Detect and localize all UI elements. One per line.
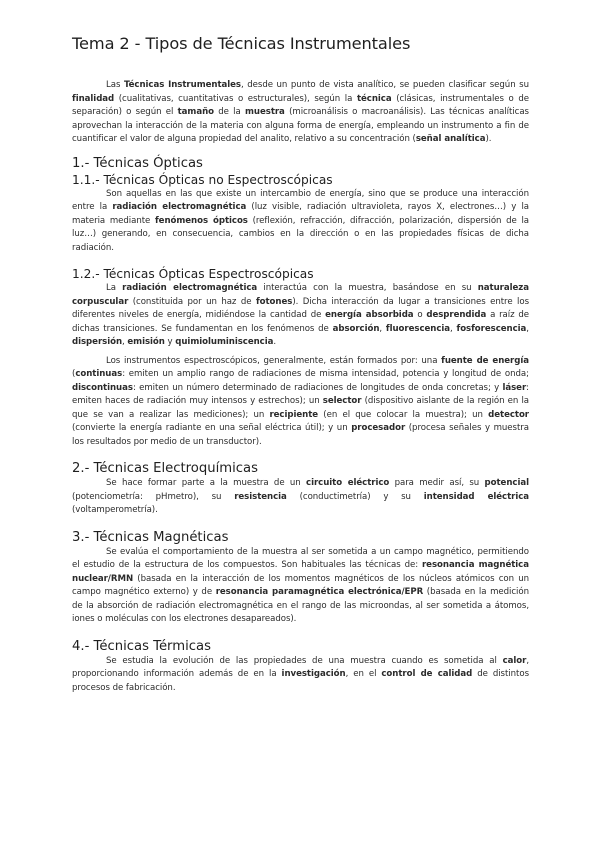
subsection-1-1-paragraph: Son aquellas en las que existe un intercambio de energía, sino que se produce una interacción entre la radiación electromagnética (luz visible, radiación ultravioleta, rayos X, electrones…) y la materia mediante fenómenos ópticos (reflexión, refracción, difracción, polarización, dispersión de la luz…) generando, en consecuencia, cambios en la dirección o en las propiedades físicas de dicha radiación. [72, 188, 530, 253]
bold-term: Técnicas Instrumentales [123, 80, 241, 90]
section-3-heading: 3.- Técnicas Magnéticas [72, 529, 229, 545]
bold-term: control de calidad [381, 669, 473, 679]
bold-term: señal analítica [415, 134, 486, 144]
subsection-1-2-paragraph-1: La radiación electromagnética interactúa con la muestra, basándose en su naturaleza corpuscular (constituida por un haz de fotones). Dicha interacción da lugar a transiciones entre los diferentes niveles de energía, midiéndose la cantidad de energía absorbida o desprendida a raíz de dichas transiciones. Se fundamentan en los fenómenos de absorción, fluorescencia, fosforescencia, dispersión, emisión y quimioluminiscencia. [72, 283, 529, 347]
bold-term: tamaño [177, 107, 214, 117]
bold-term: calor [502, 655, 527, 666]
section-3-paragraph: Se evalúa el comportamiento de la muestra al ser sometida a un campo magnético, permitiendo el estudio de la estructura de los compuestos. Son habituales las técnicas de: resonancia magnética nuclear/RMN (basada en la interacción de los momentos magnéticos de los núcleos atómicos con un campo magnético externo) y de resonancia paramagnética electrónica/EPR (basada en la medición de la absorción de radiación electromagnética en el rango de las microondas, al ser sometida a átomos, iones o moléculas con los electrones desapareados). [72, 546, 529, 624]
section-2-heading: 2.- Técnicas Electroquímicas [72, 461, 258, 476]
section-1-heading: 1.- Técnicas Ópticas [72, 155, 203, 171]
bold-term: energía absorbida [325, 310, 414, 320]
bold-term: técnica [356, 93, 392, 104]
bold-term: resonancia paramagnética electrónica/EPR [215, 587, 424, 597]
bold-term: investigación [281, 669, 346, 679]
bold-term: resistencia [234, 491, 287, 502]
bold-term: procesador [351, 423, 406, 433]
bold-term: absorción [332, 323, 380, 334]
bold-term: fluorescencia [385, 323, 451, 334]
section-2-paragraph: Se hace formar parte a la muestra de un circuito eléctrico para medir así, su potencial (potenciometría: pHmetro), su resistencia (conductimetría) y su intensidad eléctrica (voltamperometría). [72, 478, 530, 515]
bold-term: discontinuas [72, 382, 133, 393]
bold-term: muestra [245, 107, 285, 117]
bold-term: naturaleza corpuscular [72, 283, 529, 307]
bold-term: circuito eléctrico [306, 478, 390, 488]
subsection-1-1-heading: 1.1.- Técnicas Ópticas no Espectroscópicas [72, 172, 333, 187]
bold-term: radiación electromagnética [112, 202, 247, 212]
subsection-1-2-heading: 1.2.- Técnicas Ópticas Espectroscópicas [72, 267, 314, 281]
bold-term: láser [502, 382, 527, 393]
bold-term: continuas [75, 369, 123, 379]
subsection-1-2-paragraph-2: Los instrumentos espectroscópicos, generalmente, están formados por: una fuente de energía (continuas: emiten un amplio rango de radiaciones de misma intensidad, potencia y longitud de onda; discontinuas: emiten un número determinado de radiaciones de longitudes de onda concretas; y láser: emiten haces de radiación muy intensos y estrechos); un selector (dispositivo aislante de la región en la que se van a realizar las mediciones); un recipiente (en el que colocar la muestra); un detector (convierte la energía radiante en una señal eléctrica útil); y un procesador (procesa señales y muestra los resultados por medio de un transductor). [72, 355, 530, 447]
bold-term: desprendida [426, 310, 487, 320]
bold-term: resonancia magnética nuclear/RMN [72, 560, 529, 584]
section-4-paragraph: Se estudia la evolución de las propiedades de una muestra cuando es sometida al calor, proporcionando información además de en la investigación, en el control de calidad de distintos procesos de fabricación. [72, 655, 529, 693]
section-4-heading: 4.- Técnicas Térmicas [72, 638, 211, 654]
bold-term: finalidad [72, 93, 115, 104]
intro-paragraph: Las Técnicas Instrumentales, desde un punto de vista analítico, se pueden clasificar según su finalidad (cualitativas, cuantitativas o estructurales), según la técnica (clásicas, instrumentales o de separación) o según el tamaño de la muestra (microanálisis o macroanálisis). Las técnicas analíticas aprovechan la interacción de la materia con alguna forma de energía, empleando un instrumento a fin de cuantificar el valor de alguna propiedad del analito, relativo a su concentración (señal analítica). [72, 80, 529, 144]
bold-term: fotones [255, 296, 293, 307]
bold-term: detector [488, 409, 529, 420]
bold-term: fenómenos ópticos [154, 215, 248, 226]
bold-term: intensidad eléctrica [423, 491, 530, 502]
bold-term: radiación electromagnética [122, 283, 258, 293]
bold-term: emisión [127, 337, 165, 347]
bold-term: selector [322, 396, 362, 406]
bold-term: recipiente [269, 409, 319, 420]
bold-term: fosforescencia [456, 323, 527, 334]
document-title: Tema 2 - Tipos de Técnicas Instrumentales [72, 34, 411, 53]
bold-term: fuente de energía [441, 355, 529, 366]
bold-term: quimioluminiscencia [175, 337, 274, 347]
bold-term: dispersión [72, 337, 123, 347]
bold-term: potencial [484, 478, 529, 488]
document-page [72, 34, 529, 695]
